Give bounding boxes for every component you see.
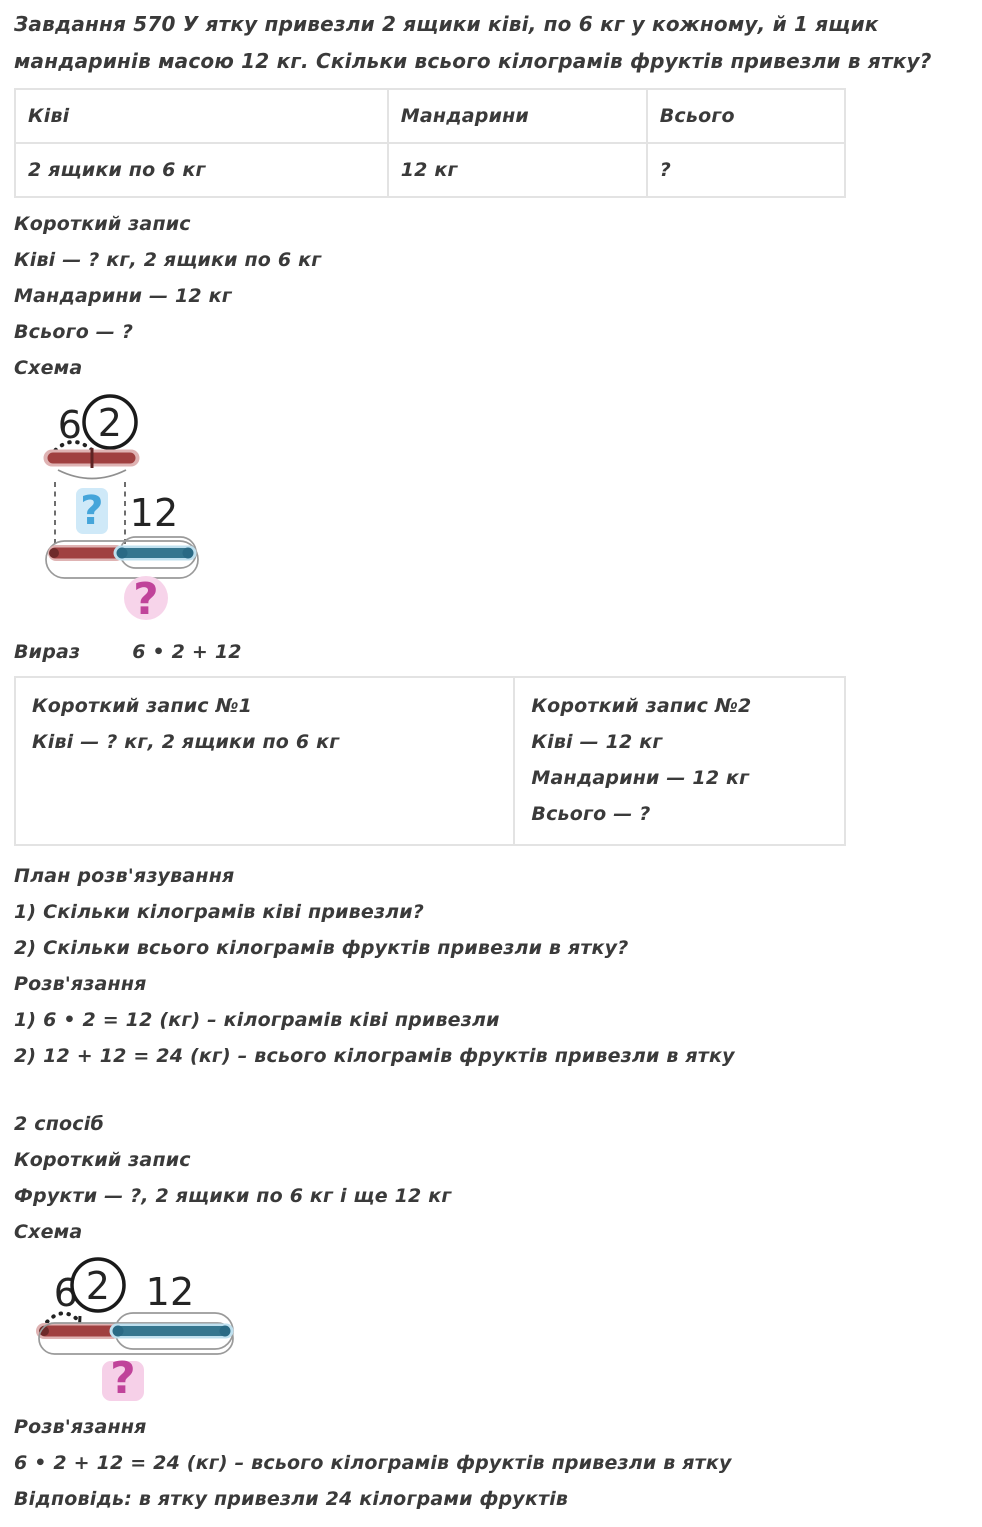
short-note-title: Короткий запис [14, 213, 191, 235]
table-header-mandarin: Мандарини [388, 89, 647, 143]
solution1-title: Розв'язання [14, 973, 147, 995]
short-note-2-title: Короткий запис №2 [531, 695, 752, 717]
schema1-kiwi-end-dot [49, 548, 59, 558]
schema1-label: Схема [14, 357, 83, 379]
short-note-1-title: Короткий запис №1 [32, 695, 253, 717]
short-note-kiwi: Ківі — ? кг, 2 ящики по 6 кг [14, 249, 322, 271]
table-cell-total: ? [647, 143, 845, 197]
schema2-label: Схема [14, 1221, 83, 1243]
table-header-kiwi: Ківі [15, 89, 388, 143]
schema1-mandarin-dot-left [117, 548, 128, 559]
short-note-mandarin: Мандарини — 12 кг [14, 285, 232, 307]
expression-label: Вираз [14, 641, 81, 663]
short-notes-compare-table [14, 676, 846, 846]
method2-short-note: Фрукти — ?, 2 ящики по 6 кг і ще 12 кг [14, 1185, 452, 1207]
schema2-total-question: ? [110, 1353, 136, 1404]
schema1-box-count-label: 2 [97, 401, 123, 445]
table-row [15, 143, 845, 197]
schema2-diagram [35, 1252, 245, 1407]
schema1-mandarin-value: 12 [129, 491, 179, 535]
schema1-diagram [40, 390, 260, 626]
method2-title: 2 спосіб [14, 1113, 104, 1135]
short-note-1-kiwi: Ківі — ? кг, 2 ящики по 6 кг [32, 731, 340, 753]
schema1-mandarin-dot-right [183, 548, 194, 559]
short-note-total: Всього — ? [14, 321, 134, 343]
section-gap [14, 1074, 968, 1106]
schema2-mandarin-dot-right [220, 1326, 231, 1337]
schema1-under-brace [58, 470, 126, 479]
schema1-kiwi-question: ? [80, 488, 104, 534]
schema2-per-box-label: 6 [53, 1271, 79, 1315]
schema2-box-count-label: 2 [85, 1264, 111, 1308]
schema2-mandarin-value: 12 [145, 1270, 195, 1314]
plan-title: План розв'язування [14, 865, 235, 887]
solution2-step: 6 • 2 + 12 = 24 (кг) – всього кілограмів фруктів привезли в ятку [14, 1452, 732, 1474]
solution1-step-1: 1) 6 • 2 = 12 (кг) – кілограмів ківі привезли [14, 1009, 500, 1031]
schema2-mandarin-dot-left [113, 1326, 124, 1337]
solution1-step-2: 2) 12 + 12 = 24 (кг) – всього кілограмів фруктів привезли в ятку [14, 1045, 735, 1067]
answer-line: Відповідь: в ятку привезли 24 кілограми фруктів [14, 1488, 569, 1510]
schema1-total-question: ? [133, 574, 159, 625]
plan-item-1: 1) Скільки кілограмів ківі привезли? [14, 901, 425, 923]
short-note-2-kiwi: Ківі — 12 кг [531, 731, 663, 753]
table-cell-mandarin: 12 кг [388, 143, 647, 197]
expression-value: 6 • 2 + 12 [132, 641, 242, 663]
table-cell-kiwi: 2 ящики по 6 кг [15, 143, 388, 197]
task-statement: Завдання 570 У ятку привезли 2 ящики ківі, по 6 кг у кожному, й 1 ящик мандаринів масою 12 кг. Скільки всього кілограмів фруктів привезли в ятку? [14, 12, 932, 73]
schema1-per-box-label: 6 [57, 403, 83, 447]
given-data-table [14, 88, 846, 198]
table-header-total: Всього [647, 89, 845, 143]
short-note-2-total: Всього — ? [531, 803, 651, 825]
short-note-1-cell [15, 677, 514, 845]
table-header-row [15, 89, 845, 143]
short-note-2-mandarin: Мандарини — 12 кг [531, 767, 750, 789]
plan-item-2: 2) Скільки всього кілограмів фруктів привезли в ятку? [14, 937, 629, 959]
expression-line [14, 634, 968, 670]
method2-short-note-title: Короткий запис [14, 1149, 191, 1171]
solution2-title: Розв'язання [14, 1416, 147, 1438]
short-note-2-cell [514, 677, 845, 845]
compare-row [15, 677, 845, 845]
